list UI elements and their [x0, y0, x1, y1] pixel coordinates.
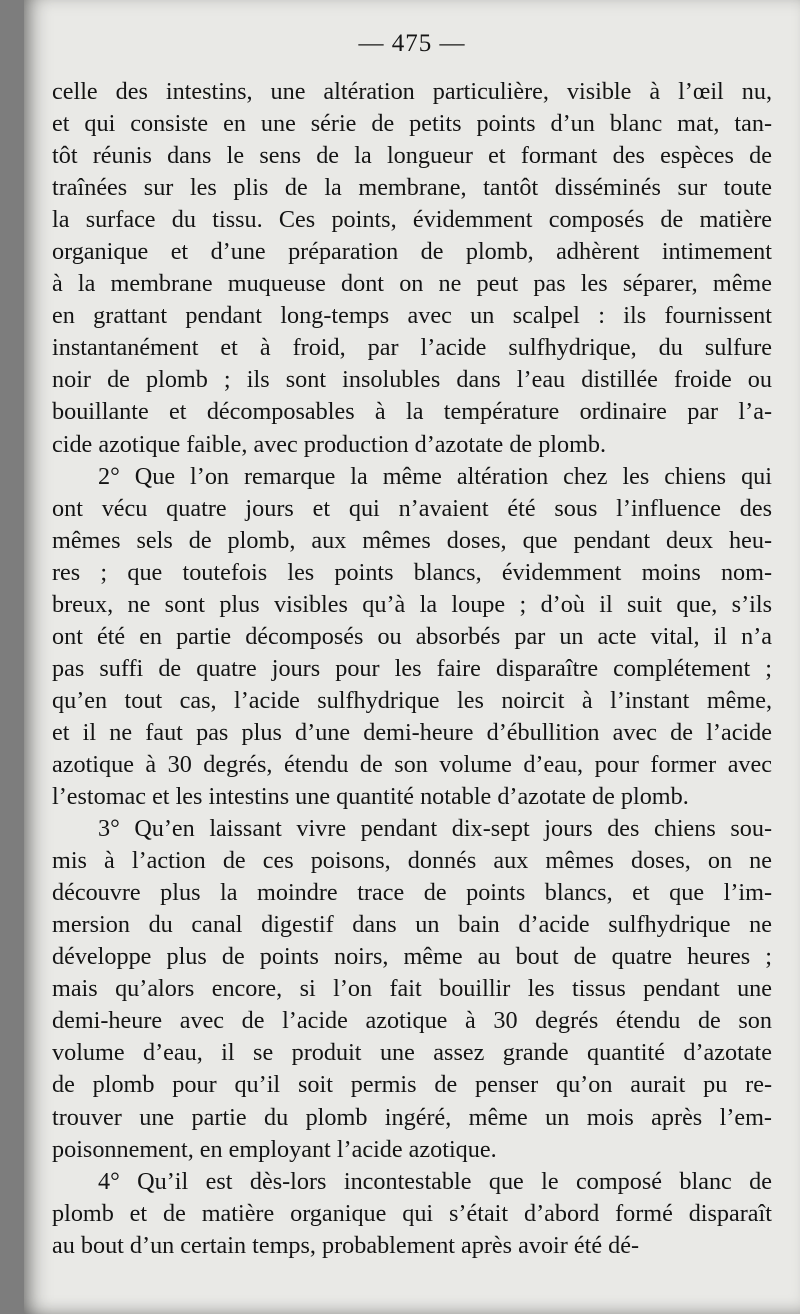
text-line: de plomb pour qu’il soit permis de penser qu’on aurait pu re-	[52, 1071, 772, 1099]
book-page	[24, 0, 800, 1314]
text-line: volume d’eau, il se produit une assez grande quantité d’azotate	[52, 1039, 772, 1067]
text-line: ont vécu quatre jours et qui n’avaient été sous l’influence des	[52, 494, 772, 522]
text-line: traînées sur les plis de la membrane, tantôt disséminés sur toute	[52, 174, 772, 202]
text-line: qu’en tout cas, l’acide sulfhydrique les noircit à l’instant même,	[52, 686, 772, 714]
text-line: mais qu’alors encore, si l’on fait bouillir les tissus pendant une	[52, 975, 772, 1003]
paragraph	[52, 1166, 772, 1262]
text-line: poisonnement, en employant l’acide azotique.	[52, 1135, 497, 1163]
text-line: la surface du tissu. Ces points, évidemment composés de matière	[52, 206, 772, 234]
text-line: et qui consiste en une série de petits points d’un blanc mat, tan-	[52, 110, 772, 138]
body-text	[52, 76, 772, 1262]
text-line: res ; que toutefois les points blancs, évidemment moins nom-	[52, 558, 772, 586]
text-line: l’estomac et les intestins une quantité notable d’azotate de plomb.	[52, 783, 689, 811]
paragraph	[52, 76, 772, 461]
text-line: azotique à 30 degrés, étendu de son volume d’eau, pour former avec	[52, 750, 772, 778]
text-line: en grattant pendant long-temps avec un scalpel : ils fournissent	[52, 302, 772, 330]
text-line: cide azotique faible, avec production d’azotate de plomb.	[52, 430, 607, 458]
text-line: et il ne faut pas plus d’une demi-heure d’ébullition avec de l’acide	[52, 718, 772, 746]
text-line: plomb et de matière organique qui s’était d’abord formé disparaît	[52, 1199, 772, 1227]
text-line: celle des intestins, une altération particulière, visible à l’œil nu,	[52, 78, 772, 105]
text-line: 4° Qu’il est dès-lors incontestable que le composé blanc de	[98, 1167, 772, 1195]
text-line: demi-heure avec de l’acide azotique à 30 degrés étendu de son	[52, 1007, 772, 1035]
text-line: 2° Que l’on remarque la même altération chez les chiens qui	[98, 462, 772, 490]
text-line: tôt réunis dans le sens de la longueur et formant des espèces de	[52, 142, 772, 170]
text-line: trouver une partie du plomb ingéré, même un mois après l’em-	[52, 1103, 772, 1131]
text-line: découvre plus la moindre trace de points blancs, et que l’im-	[52, 879, 772, 907]
text-line: pas suffi de quatre jours pour les faire disparaître complétement ;	[52, 654, 772, 682]
text-line: 3° Qu’en laissant vivre pendant dix-sept jours des chiens sou-	[98, 815, 772, 843]
text-line: développe plus de points noirs, même au bout de quatre heures ;	[52, 943, 772, 971]
text-line: bouillante et décomposables à la température ordinaire par l’a-	[52, 398, 772, 426]
text-line: noir de plomb ; ils sont insolubles dans l’eau distillée froide ou	[52, 366, 772, 394]
text-line: ont été en partie décomposés ou absorbés par un acte vital, il n’a	[52, 622, 772, 650]
page-number: — 475 —	[358, 30, 466, 57]
paragraph	[52, 461, 772, 814]
text-line: organique et d’une préparation de plomb, adhèrent intimement	[52, 238, 772, 266]
text-line: instantanément et à froid, par l’acide sulfhydrique, du sulfure	[52, 334, 772, 362]
text-line: mersion du canal digestif dans un bain d’acide sulfhydrique ne	[52, 911, 772, 939]
text-line: au bout d’un certain temps, probablement après avoir été dé-	[52, 1231, 639, 1259]
paragraph	[52, 813, 772, 1166]
text-line: à la membrane muqueuse dont on ne peut pas les séparer, même	[52, 270, 772, 298]
text-line: mêmes sels de plomb, aux mêmes doses, que pendant deux heu-	[52, 526, 772, 554]
text-line: breux, ne sont plus visibles qu’à la loupe ; d’où il suit que, s’ils	[52, 590, 772, 618]
text-line: mis à l’action de ces poisons, donnés aux mêmes doses, on ne	[52, 847, 772, 875]
